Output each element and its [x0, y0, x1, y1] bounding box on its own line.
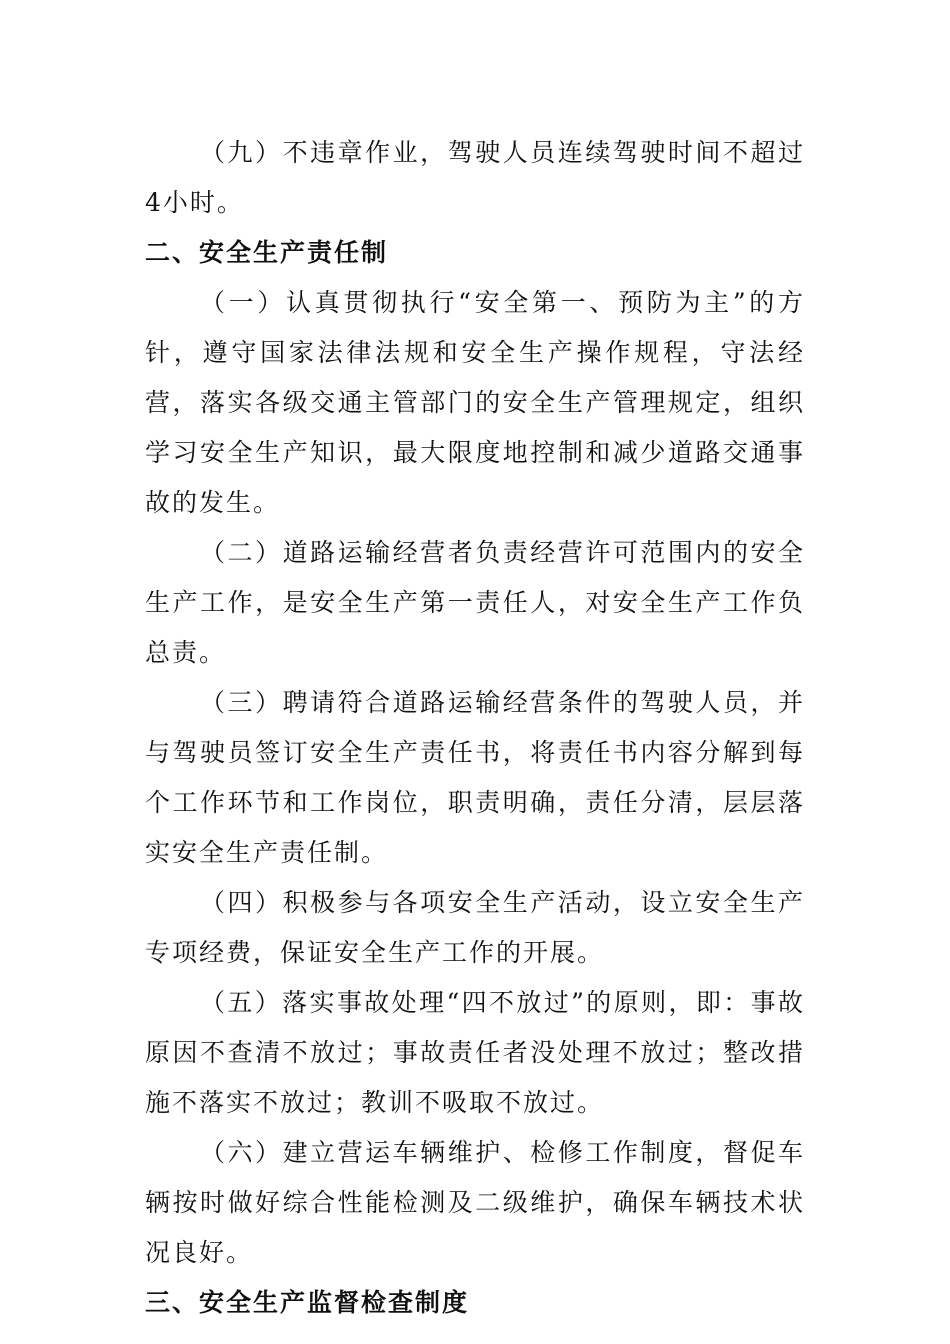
paragraph-item-1: （一）认真贯彻执行“安全第一、预防为主”的方针，遵守国家法律法规和安全生产操作规程，守法经营，落实各级交通主管部门的安全生产管理规定，组织学习安全生产知识，最大限度地控制和减少道路交通事故的发生。: [145, 288, 805, 517]
document-body: [145, 128, 805, 1328]
paragraph-item-6: （六）建立营运车辆维护、检修工作制度，督促车辆按时做好综合性能检测及二级维护，确保车辆技术状况良好。: [145, 1138, 805, 1267]
section-heading-supervision: 三、安全生产监督检查制度: [145, 1288, 470, 1317]
paragraph-item-5: （五）落实事故处理“四不放过”的原则，即：事故原因不查清不放过；事故责任者没处理不放过；整改措施不落实不放过；教训不吸取不放过。: [145, 988, 805, 1117]
paragraph-item-2: （二）道路运输经营者负责经营许可范围内的安全生产工作，是安全生产第一责任人，对安全生产工作负总责。: [145, 538, 805, 667]
paragraph-item-3: （三）聘请符合道路运输经营条件的驾驶人员，并与驾驶员签订安全生产责任书，将责任书内容分解到每个工作环节和工作岗位，职责明确，责任分清，层层落实安全生产责任制。: [145, 688, 805, 867]
paragraph-item-4: （四）积极参与各项安全生产活动，设立安全生产专项经费，保证安全生产工作的开展。: [145, 888, 805, 967]
section-heading-responsibility: 二、安全生产责任制: [145, 238, 389, 267]
paragraph-item-9: （九）不违章作业，驾驶人员连续驾驶时间不超过4小时。: [145, 138, 805, 217]
